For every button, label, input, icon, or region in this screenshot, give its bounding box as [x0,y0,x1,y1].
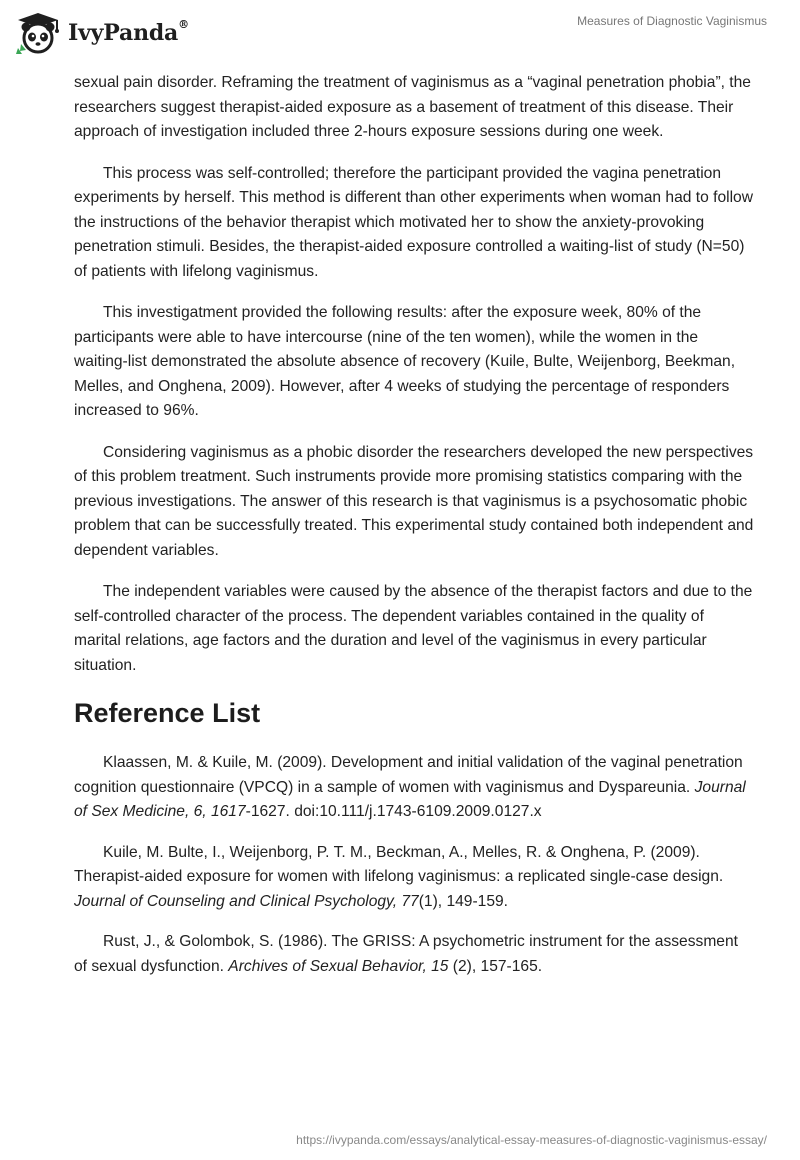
brand-logo[interactable] [12,10,189,56]
source-url[interactable]: https://ivypanda.com/essays/analytical-essay-measures-of-diagnostic-vaginismus-essay/ [296,1133,767,1147]
reference-entry: Klaassen, M. & Kuile, M. (2009). Development and initial validation of the vaginal penetration cognition questionnaire (VPCQ) in a sample of women with vaginismus and Dyspareunia. Journal of Sex Medicine, 6, 1617-1627. doi:10.111/j.1743-6109.2009.0127.x [74,754,746,820]
panda-logo-icon [12,10,62,56]
page-header [0,0,800,70]
body-paragraph: Considering vaginismus as a phobic disorder the researchers developed the new perspectives of this problem treatment. Such instruments provide more promising statistics comparing with the previous investigations. The answer of this research is that vaginismus is a psychosomatic phobic problem that can be successfully treated. This experimental study contained both independent and dependent variables. [74,443,754,559]
reference-entry: Rust, J., & Golombok, S. (1986). The GRISS: A psychometric instrument for the assessment of sexual dysfunction. Archives of Sexual Behavior, 15 (2), 157-165. [74,933,738,975]
body-paragraph: This investigatment provided the following results: after the exposure week, 80% of the participants were able to have intercourse (nine of the ten women), while the women in the waiting-list demonstrated the absolute absence of recovery (Kuile, Bulte, Weijenborg, Beekman, Melles, and Onghena, 2009). However, after 4 weeks of studying the percentage of responders increased to 96%. [74,304,736,419]
brand-name: IvyPanda® [68,18,189,46]
reference-entry: Kuile, M. Bulte, I., Weijenborg, P. T. M., Beckman, A., Melles, R. & Onghena, P. (2009). Therapist-aided exposure for women with lifelong vaginismus: a replicated single-case design. Journal of Counseling and Clinical Psychology, 77(1), 149-159. [74,843,724,910]
body-paragraph: The independent variables were caused by the absence of the therapist factors and due to the self-controlled character of the process. The dependent variables contained in the quality of marital relations, age factors and the duration and level of the vaginismus in every particular situation. [74,583,753,674]
running-title: Measures of Diagnostic Vaginismus [577,14,767,28]
body-paragraph: sexual pain disorder. Reframing the treatment of vaginismus as a “vaginal penetration phobia”, the researchers suggest therapist-aided exposure as a basement of treatment of this disease. Their approach of investigation included three 2-hours exposure sessions during one week. [74,74,751,140]
reference-list-heading: Reference List [74,698,261,728]
essay-content [74,71,754,995]
body-paragraph: This process was self-controlled; therefore the participant provided the vagina penetration experiments by herself. This method is different than other experiments when woman had to follow the instructions of the behavior therapist which motivated her to show the anxiety-provoking penetration stimuli. Besides, the therapist-aided exposure controlled a waiting-list of study (N=50) of patients with lifelong vaginismus. [74,164,753,280]
